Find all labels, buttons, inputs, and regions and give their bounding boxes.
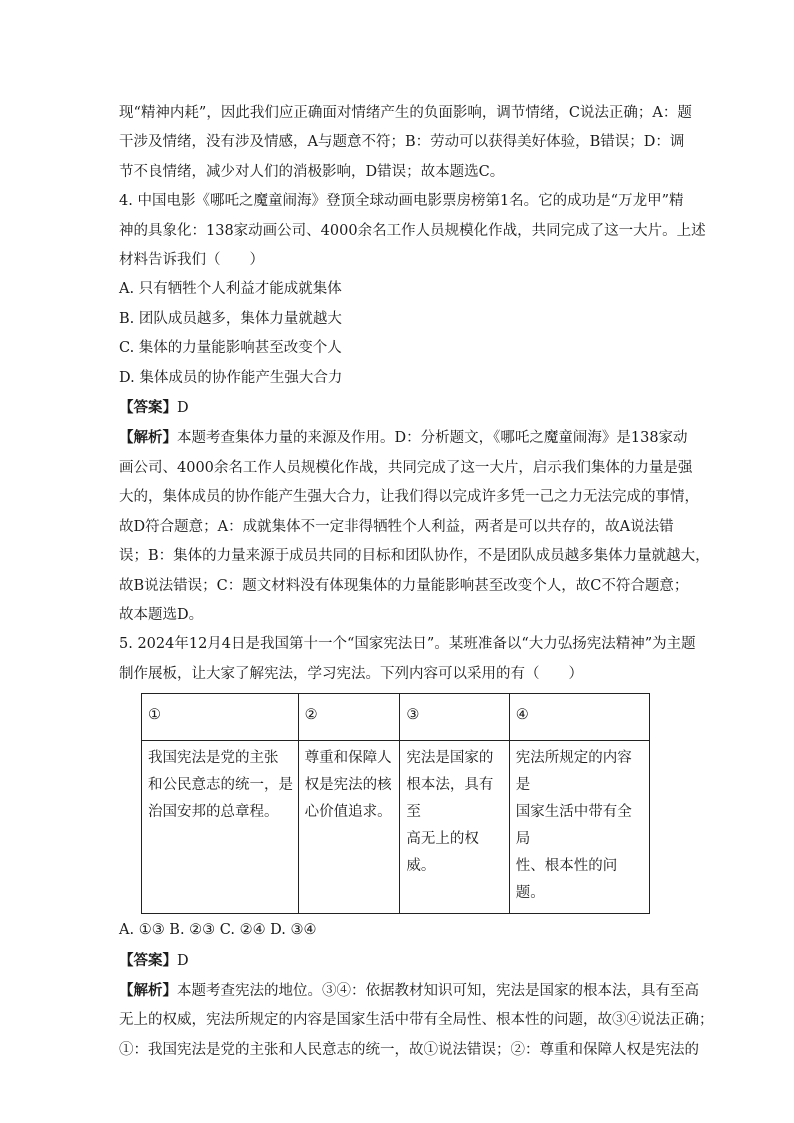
analysis-text: 本题考查宪法的地位。③④：依据教材知识可知，宪法是国家的根本法，具有至高 <box>177 982 699 999</box>
table-cell <box>142 741 299 914</box>
answer-label: 【答案】 <box>119 951 177 969</box>
analysis-line: 故B说法错误；C：题文材料没有体现集体的力量能影响甚至改变个人，故C不符合题意； <box>119 577 689 594</box>
cell-line: 高无上的权威。 <box>406 831 479 875</box>
cell-line: 国家生活中带有全局 <box>515 804 632 848</box>
option-b: B. 团队成员越多，集体力量就越大 <box>119 310 342 327</box>
cell-line: 和公民意志的统一，是 <box>148 777 293 794</box>
analysis-line: 故D符合题意；A：成就集体不一定非得牺牲个人利益，两者是可以共存的，故A说法错 <box>119 518 674 535</box>
analysis-line: 画公司、4000余名工作人员规模化作战，共同完成了这一大片，启示我们集体的力量是强 <box>119 459 693 476</box>
cell-line: 心价值追求。 <box>304 804 392 821</box>
answer-label: 【答案】 <box>119 399 177 417</box>
answer-value: D <box>177 952 189 969</box>
cell-line: 性、根本性的问题。 <box>515 858 618 902</box>
analysis-line: 大的，集体成员的协作能产生强大合力，让我们得以完成许多凭一己之力无法完成的事情， <box>119 489 699 506</box>
answer-line <box>119 393 679 423</box>
cell-line: 治国安邦的总章程。 <box>148 804 279 821</box>
analysis-label: 【解析】 <box>119 981 177 999</box>
question-stem-line: 神的具象化：138家动画公司、4000余名工作人员规模化作战，共同完成了这一大片。上述 <box>119 222 706 239</box>
cell-line: 尊重和保障人 <box>304 750 392 767</box>
question-stem-line: 制作展板，让大家了解宪法，学习宪法。下列内容可以采用的有（ ） <box>119 665 583 682</box>
analysis-line <box>119 423 688 453</box>
option-d: D. 集体成员的协作能产生强大合力 <box>119 369 343 386</box>
question-stem-line: 材料告诉我们（ ） <box>119 252 264 269</box>
table-row <box>142 741 650 914</box>
text-line: 干涉及情绪，没有涉及情感，A与题意不符；B：劳动可以获得美好体验，B错误；D：调 <box>119 134 685 151</box>
answer-line <box>119 946 679 976</box>
option-c: C. 集体的力量能影响甚至改变个人 <box>119 340 342 357</box>
table-header-cell: ④ <box>509 694 649 741</box>
cell-line: 宪法是国家的 <box>406 750 494 767</box>
table-cell <box>400 741 509 914</box>
question-4 <box>119 187 710 630</box>
analysis-text: 本题考查集体力量的来源及作用。D：分析题文，《哪吒之魔童闹海》是138家动 <box>177 430 688 447</box>
analysis-line: 故本题选D。 <box>119 606 204 623</box>
analysis-label: 【解析】 <box>119 429 177 447</box>
analysis-line: 误；B：集体的力量来源于成员共同的目标和团队协作，不是团队成员越多集体力量就越大， <box>119 548 710 565</box>
text-line: 现“精神内耗”，因此我们应正确面对情绪产生的负面影响，调节情绪，C说法正确；A：题 <box>119 105 692 121</box>
statement-table <box>141 693 650 914</box>
table-cell <box>509 741 649 914</box>
question-5 <box>119 630 714 1065</box>
cell-line: 宪法所规定的内容是 <box>515 750 632 794</box>
cell-line: 我国宪法是党的主张 <box>148 750 279 767</box>
table-cell <box>298 741 400 914</box>
table-header-cell: ① <box>142 694 299 741</box>
table-header-cell: ③ <box>400 694 509 741</box>
question-stem-line: 5. 2024年12月4日是我国第十一个“国家宪法日”。某班准备以“大力弘扬宪法精神”为主题 <box>119 636 696 653</box>
cell-line: 权是宪法的核 <box>304 777 392 794</box>
options-line: A. ①③ B. ②③ C. ②④ D. ③④ <box>119 922 317 939</box>
table-header-row <box>142 694 650 741</box>
text-line: 节不良情绪，减少对人们的消极影响，D错误；故本题选C。 <box>119 163 505 180</box>
option-a: A. 只有牺牲个人利益才能成就集体 <box>119 281 342 298</box>
analysis-line: ①：我国宪法是党的主张和人民意志的统一，故①说法错误；②：尊重和保障人权是宪法的 <box>119 1041 699 1058</box>
answer-value: D <box>177 400 189 417</box>
analysis-line: 无上的权威，宪法所规定的内容是国家生活中带有全局性、根本性的问题，故③④说法正确； <box>119 1012 714 1029</box>
question-stem-line: 4. 中国电影《哪吒之魔童闹海》登顶全球动画电影票房榜第1名。它的成功是“万龙甲”精 <box>119 193 684 210</box>
analysis-line <box>119 976 699 1006</box>
table-header-cell: ② <box>298 694 400 741</box>
document-body <box>119 99 714 1065</box>
cell-line: 根本法，具有至 <box>406 777 494 821</box>
